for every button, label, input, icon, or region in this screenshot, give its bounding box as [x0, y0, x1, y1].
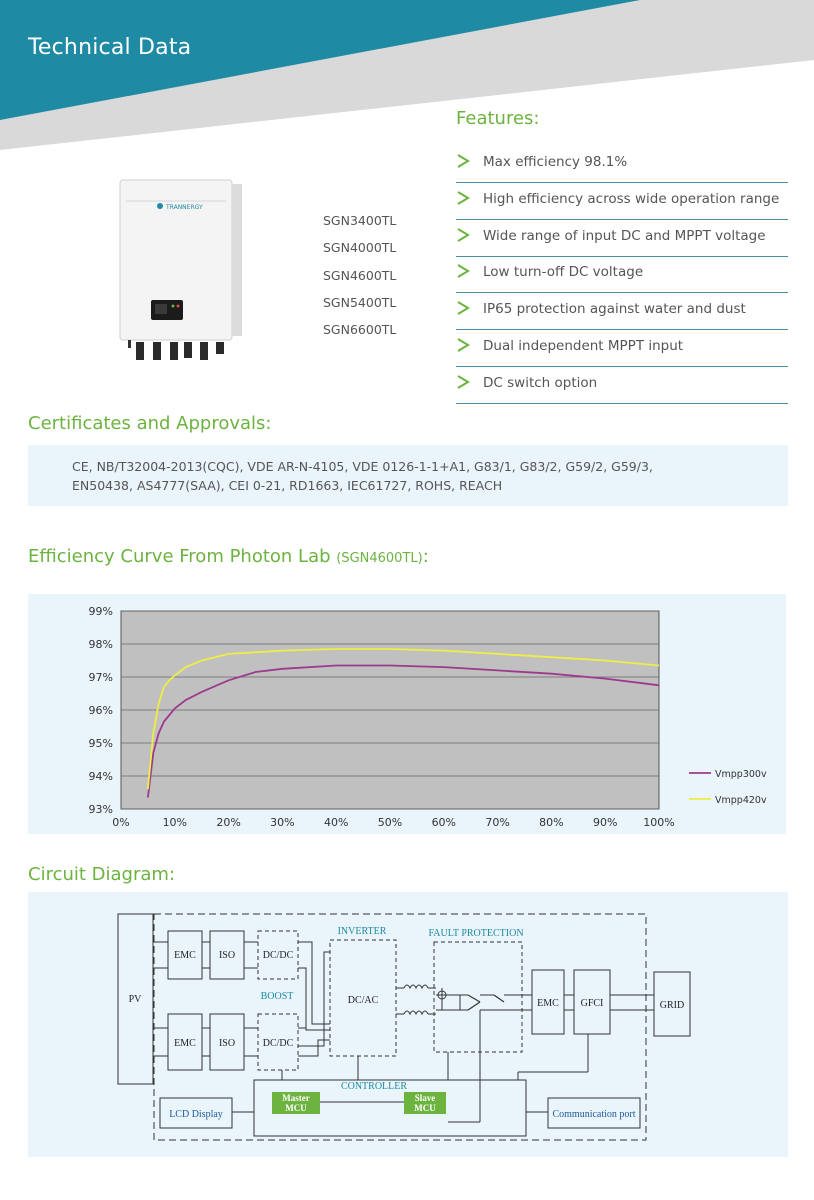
iso-label: ISO [218, 950, 236, 961]
y-tick-label: 94% [88, 770, 113, 783]
pv-label: PV [128, 994, 142, 1005]
efficiency-model: (SGN4600TL) [336, 551, 423, 566]
controller-label: CONTROLLER [340, 1081, 408, 1092]
boost-label: BOOST [260, 991, 294, 1002]
header-banner [0, 0, 814, 150]
x-tick-label: 70% [485, 816, 510, 829]
emc-label: EMC [174, 950, 196, 961]
feature-item [456, 367, 788, 404]
lcd-label: LCD Display [169, 1109, 223, 1120]
certificates-line: EN50438, AS4777(SAA), CEI 0-21, RD1663, IEC61727, ROHS, REACH [72, 478, 503, 493]
chevron-right-icon [456, 263, 470, 279]
feature-text: Low turn-off DC voltage [483, 264, 644, 280]
x-tick-label: 40% [323, 816, 349, 829]
model-item: SGN3400TL [323, 213, 397, 228]
grid-label: GRID [659, 1000, 685, 1011]
x-tick-label: 90% [592, 816, 618, 829]
efficiency-heading [28, 546, 429, 567]
x-tick-label: 10% [162, 816, 188, 829]
y-tick-label: 95% [88, 737, 113, 750]
x-tick-label: 30% [270, 816, 295, 829]
y-tick-label: 98% [88, 638, 113, 651]
x-tick-label: 60% [431, 816, 457, 829]
features-heading: Features: [456, 108, 540, 129]
certificates-line: CE, NB/T32004-2013(CQC), VDE AR-N-4105, VDE 0126-1-1+A1, G83/1, G83/2, G59/2, G59/3, [72, 459, 653, 474]
chevron-right-icon [456, 374, 470, 390]
x-tick-label: 80% [539, 816, 564, 829]
legend-label: Vmpp420v [715, 795, 767, 806]
x-tick-label: 0% [112, 816, 130, 829]
inverter-label: INVERTER [337, 926, 387, 937]
y-tick-label: 97% [88, 671, 113, 684]
slave-label: Slave [414, 1093, 436, 1103]
system-boundary [154, 914, 646, 1140]
fault-protection-box [434, 942, 522, 1052]
brand-logo: TRANNERGY [166, 204, 203, 211]
certificates-box [28, 445, 788, 506]
efficiency-title: Efficiency Curve From Photon Lab [28, 546, 337, 567]
slave-mcu-label: MCU [414, 1103, 436, 1113]
page-title: Technical Data [28, 35, 192, 60]
emc-output-label: EMC [537, 998, 559, 1009]
circuit-diagram [28, 892, 788, 1157]
feature-text: IP65 protection against water and dust [483, 301, 746, 317]
feature-item [456, 330, 788, 367]
gfci-label: GFCI [580, 998, 604, 1009]
chevron-right-icon [456, 300, 470, 316]
feature-text: Dual independent MPPT input [483, 338, 684, 354]
legend-label: Vmpp300v [715, 769, 767, 780]
iso-label: ISO [218, 1038, 236, 1049]
y-tick-label: 93% [88, 803, 113, 816]
feature-item [456, 183, 788, 220]
x-tick-label: 100% [643, 816, 675, 829]
certificates-heading: Certificates and Approvals: [28, 413, 272, 434]
efficiency-chart [28, 594, 786, 834]
chevron-right-icon [456, 190, 470, 206]
feature-item [456, 293, 788, 330]
feature-item [456, 146, 788, 183]
emc-label: EMC [174, 1038, 196, 1049]
comm-label: Communication port [552, 1109, 636, 1120]
model-item: SGN4000TL [323, 240, 397, 255]
feature-text: Max efficiency 98.1% [483, 154, 628, 170]
chevron-right-icon [456, 227, 470, 243]
chevron-right-icon [456, 153, 470, 169]
master-label: Master [282, 1093, 310, 1103]
circuit-diagram-panel [28, 892, 788, 1157]
y-tick-label: 96% [88, 704, 113, 717]
inverter-product-image [118, 178, 248, 370]
model-item: SGN5400TL [323, 295, 397, 310]
feature-item [456, 256, 788, 293]
master-mcu-label: MCU [285, 1103, 307, 1113]
fault-protection-label: FAULT PROTECTION [428, 928, 524, 939]
dcdc-label: DC/DC [262, 1038, 294, 1049]
circuit-heading: Circuit Diagram: [28, 864, 176, 885]
chevron-right-icon [456, 337, 470, 353]
feature-text: Wide range of input DC and MPPT voltage [483, 228, 766, 244]
model-item: SGN6600TL [323, 322, 397, 337]
y-tick-label: 99% [88, 605, 113, 618]
feature-text: High efficiency across wide operation range [483, 191, 780, 207]
dcdc-label: DC/DC [262, 950, 294, 961]
x-tick-label: 50% [377, 816, 403, 829]
x-tick-label: 20% [216, 816, 241, 829]
efficiency-chart-panel [28, 594, 786, 834]
efficiency-suffix: : [422, 546, 429, 567]
dcac-label: DC/AC [347, 995, 379, 1006]
feature-text: DC switch option [483, 375, 598, 391]
model-item: SGN4600TL [323, 268, 397, 283]
feature-item [456, 220, 788, 257]
